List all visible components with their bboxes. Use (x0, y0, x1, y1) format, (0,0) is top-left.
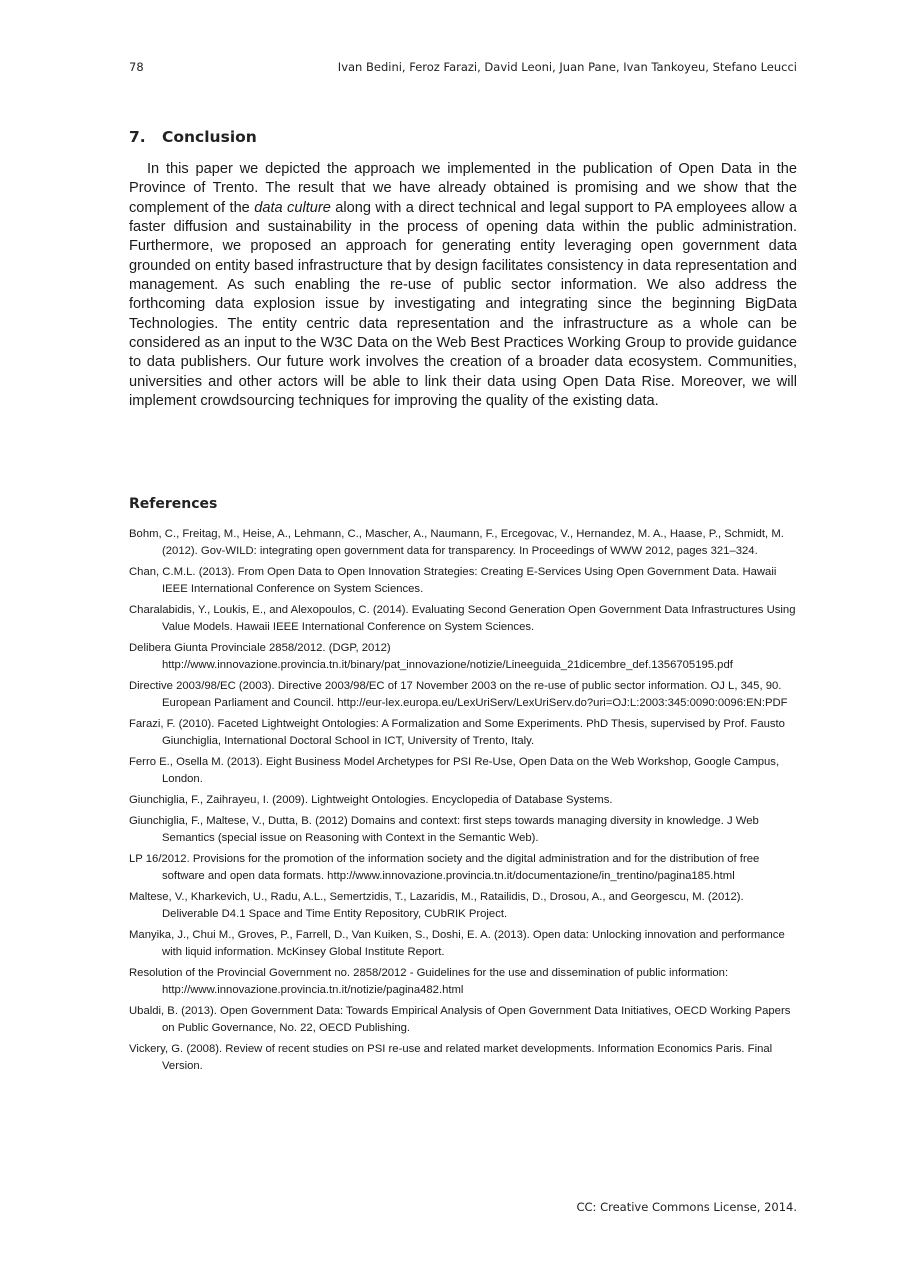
section-heading (129, 128, 257, 146)
reference-item: Giunchiglia, F., Zaihrayeu, I. (2009). Lightweight Ontologies. Encyclopedia of Database Systems. (129, 794, 613, 806)
reference-item: Bohm, C., Freitag, M., Heise, A., Lehmann, C., Mascher, A., Naumann, F., Ercegovac, V., Hernandez, M. A., Haase, P., Schmidt, M. (2012). Gov-WILD: integrating open government data for transparency. In Proceedings of WWW 2012, pages 321–324. (129, 528, 784, 557)
reference-item: Chan, C.M.L. (2013). From Open Data to Open Innovation Strategies: Creating E-Services Using Open Government Data. Hawaii IEEE International Conference on System Sciences. (129, 566, 777, 595)
conclusion-text-part-1: In this paper we depicted the approach we implemented in the publication of Open Data in the Province of Trento. The result that we have already obtained is promising and we show that the complement of the (129, 161, 797, 216)
conclusion-text-part-2: along with a direct technical and legal support to PA employees allow a faster diffusion and sustainability in the process of opening data within the public administration. Furthermore, we proposed an approach for generating entity leveraging open government data grounded on entity based infrastructure that by design facilitates consistency in data representation and management. As such enabling the re-use of public sector information. We also address the forthcoming data explosion issue by investigating and integrating since the beginning BigData Technologies. The entity centric data representation and the infrastructure as a whole can be considered as an input to the W3C Data on the Web Best Practices Working Group to provide guidance to data publishers. Our future work involves the creation of a broader data ecosystem. Communities, universities and other actors will be able to link their data using Open Data Rise. Moreover, we will implement crowdsourcing techniques for improving the quality of the existing data. (129, 199, 798, 410)
reference-item: LP 16/2012. Provisions for the promotion of the information society and the digital administration and for the distribution of free software and open data formats. http://www.innovazione.provincia.tn.it/documentazione/in_trentino/pagina185.html (129, 853, 760, 882)
reference-item: Ferro E., Osella M. (2013). Eight Business Model Archetypes for PSI Re-Use, Open Data on the Web Workshop, Google Campus, London. (129, 756, 780, 785)
section-number: 7. (129, 128, 146, 146)
page-number: 78 (129, 60, 144, 74)
reference-item: Maltese, V., Kharkevich, U., Radu, A.L., Semertzidis, T., Lazaridis, M., Ratailidis, D., Drosou, A., and Georgescu, M. (2012). Deliverable D4.1 Space and Time Entity Repository, CUbRIK Project. (129, 891, 744, 920)
conclusion-italic-term: data culture (254, 199, 331, 216)
section-title: Conclusion (162, 128, 257, 146)
reference-item: Vickery, G. (2008). Review of recent studies on PSI re-use and related market developments. Information Economics Paris. Final Version. (129, 1043, 773, 1072)
reference-item: Resolution of the Provincial Government no. 2858/2012 - Guidelines for the use and dissemination of public information: http://www.innovazione.provincia.tn.it/notizie/pagina482.html (129, 967, 729, 996)
conclusion-paragraph (129, 160, 797, 411)
reference-item: Giunchiglia, F., Maltese, V., Dutta, B. (2012) Domains and context: first steps towards managing diversity in knowledge. J Web Semantics (special issue on Reasoning with Context in the Semantic Web). (129, 815, 759, 844)
reference-item: Manyika, J., Chui M., Groves, P., Farrell, D., Van Kuiken, S., Doshi, E. A. (2013). Open data: Unlocking innovation and performance with liquid information. McKinsey Global Institute Report. (129, 929, 785, 958)
reference-item: Charalabidis, Y., Loukis, E., and Alexopoulos, C. (2014). Evaluating Second Generation Open Government Data Infrastructures Using Value Models. Hawaii IEEE International Conference on System Sciences. (129, 604, 796, 633)
references-heading: References (129, 496, 218, 512)
reference-list (129, 526, 799, 1079)
license-footer: CC: Creative Commons License, 2014. (576, 1200, 797, 1214)
reference-item: Ubaldi, B. (2013). Open Government Data: Towards Empirical Analysis of Open Government Data Initiatives, OECD Working Papers on Public Governance, No. 22, OECD Publishing. (129, 1005, 791, 1034)
reference-item: Delibera Giunta Provinciale 2858/2012. (DGP, 2012) http://www.innovazione.provincia.tn.it/binary/pat_innovazione/notizie/Lineeguida_21dicembre_def.1356705195.pdf (129, 642, 733, 671)
reference-item: Directive 2003/98/EC (2003). Directive 2003/98/EC of 17 November 2003 on the re-use of public sector information. OJ L, 345, 90. European Parliament and Council. http://eur-lex.europa.eu/LexUriServ/LexUriServ.do?uri=OJ:L:2003:345:0090:0096:EN:PDF (129, 680, 788, 709)
running-header-authors: Ivan Bedini, Feroz Farazi, David Leoni, Juan Pane, Ivan Tankoyeu, Stefano Leucci (337, 60, 797, 74)
reference-item: Farazi, F. (2010). Faceted Lightweight Ontologies: A Formalization and Some Experiments. PhD Thesis, supervised by Prof. Fausto Giunchiglia, International Doctoral School in ICT, University of Trento, Italy. (129, 718, 785, 747)
